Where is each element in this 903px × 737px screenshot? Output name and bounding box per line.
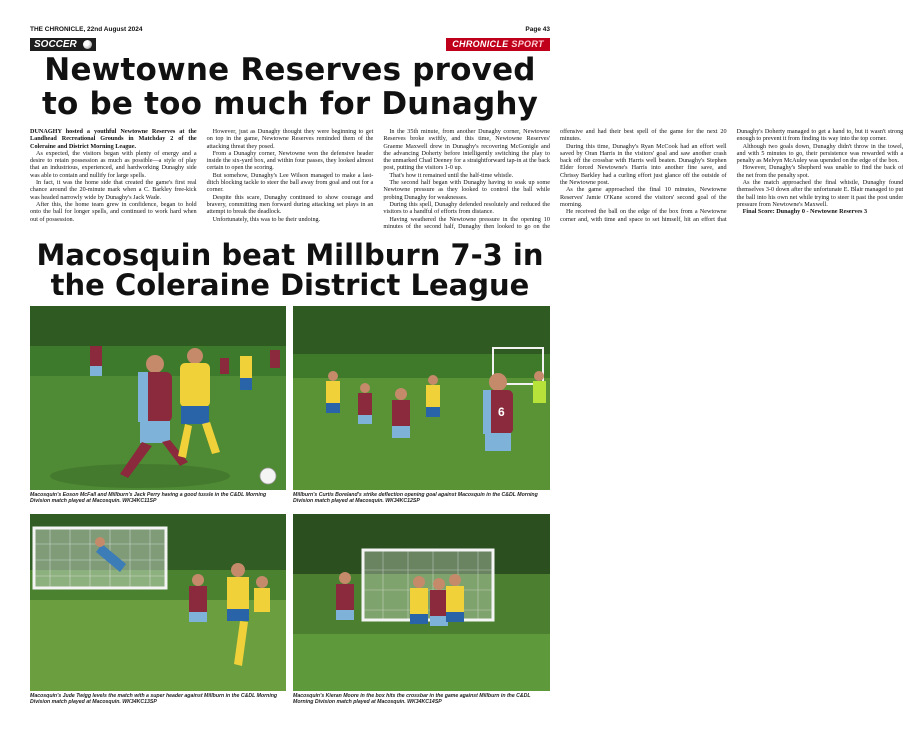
article-paragraph: From a Dunaghy corner, Newtowne won the defensive header inside the six-yard box, and within four passes, they looked almost certain to open the scoring. — [206, 149, 374, 172]
chronicle-label-text: CHRONICLE — [452, 39, 509, 49]
soccer-label-text: SOCCER — [34, 39, 77, 50]
article-paragraph: After this, the home team grew in confidence, began to hold onto the ball for longer spells, and continued to work hard when out of possession. — [30, 200, 197, 223]
match-photo-crossbar — [293, 514, 550, 691]
page-number: Page 43 — [525, 26, 550, 33]
article-paragraph: Although two goals down, Dunaghy didn't throw in the towel, and with 5 minutes to go, their persistence was rewarded with a penalty as Melvyn McAuley was upended on the edge of the box. — [736, 142, 903, 165]
main-headline: Newtowne Reserves proved to be too much for Dunaghy — [41, 52, 539, 122]
photo-caption: Macosquin's Eoson McFall and Millburn's Jack Perry having a good tussle in the C&DL Morning Division match played at Macosquin. WK34KC11SP — [30, 492, 267, 505]
second-headline: Macosquin beat Millburn 7-3 in the Coleraine District League — [36, 238, 544, 302]
article-paragraph: However, Dunaghy's Shepherd was unable to find the back of the net from the penalty spot. — [736, 164, 903, 179]
article-paragraph: As expected, the visitors began with plenty of energy and a desire to retain possession as much as possible—a style of play that an industrious, experienced, and hardworking Dunaghy side was able to contain and nullify for large spells. — [30, 149, 197, 179]
photo-caption: Millburn's Curtis Boreland's strike deflection opening goal against Macosquin in the C&DL Morning Division match played at Macosquin. WK34KC12SP — [293, 492, 538, 505]
article-paragraph: However, just as Dunaghy thought they were beginning to get on top in the game, Newtowne Reserves reminded them of the attacking threat they posed. — [206, 128, 374, 150]
article-paragraph: But somehow, Dunaghy's Lee Wilson managed to make a last-ditch blocking tackle to steer the ball away from goal and out for a corner. — [206, 171, 374, 194]
article-paragraph: That's how it remained until the half-time whistle. — [389, 171, 514, 179]
soccer-section-label — [30, 38, 96, 51]
shirt-number: 6 — [498, 405, 505, 419]
article-paragraph: As the match approached the final whistle, Dunaghy found themselves 3-0 down after the unfortunate E. Blair managed to put the ball into his own net while trying to steer it past the post under pressure from Newtowne's Maxwell. — [736, 179, 903, 208]
article-paragraph: In fact, it was the home side that created the game's first real chance around the 20-minute mark when a C. Barkley free-kick was headed narrowly wide by Dunaghy's Jack Wade. — [30, 179, 197, 201]
article-paragraph: Having weathered the Newtowne pressure in the opening 10 minutes of the second half, Dunaghy then looked to go on the offensive and had their best spell of the game for the next 20 minutes. — [383, 128, 727, 230]
match-photo-tussle — [30, 306, 286, 490]
match-photo-header — [30, 514, 286, 691]
article-paragraph: In the 35th minute, from another Dunaghy corner, Newtowne Reserves broke swiftly, and this time, Newtowne Reserves' Graeme Maxwell drew in Dunaghy's recovering McGonigle and the advancing Doherty before intelligently switching the play to the unmarked Chad Deeney for a straightforward tap-in at the back post, putting the visitors 1-0 up. — [383, 128, 550, 172]
photo-caption: Macosquin's Jude Twigg levels the match with a super header against Millburn in the C&DL Morning Division match played at Macosquin. WK34KC13SP — [30, 693, 278, 706]
article-paragraph: Unfortunately, this was to be their undoing. — [212, 215, 321, 223]
article-paragraph: Despite this scare, Dunaghy continued to show courage and bravery, committing men forward during attacking set plays in an attempt to break the deadlock. — [206, 193, 374, 216]
chronicle-sport-label — [446, 38, 550, 51]
sport-label-text: SPORT — [511, 39, 544, 49]
article-lead-text: DUNAGHY hosted a youthful Newtowne Reserves at the Landhead Recreational Grounds in Matchday 2 of the Coleraine and District Morning League. — [30, 128, 197, 150]
match-report-article — [30, 128, 903, 236]
publication-date: THE CHRONICLE, 22nd August 2024 — [30, 26, 143, 33]
article-paragraph: He received the ball on the edge of the box from a Newtowne corner and, with time and space to set himself, hit an effort that Dunaghy's Doherty managed to get a hand to, but it wasn't strong enough to prevent it from finding its way into the top corner. — [559, 128, 903, 223]
photo-caption: Macosquin's Kieran Moore in the box hits the crossbar in the game against Millburn in the C&DL Morning Division match played at Macosquin. WK34KC14SP — [293, 693, 531, 706]
article-paragraph: During this spell, Dunaghy defended resolutely and reduced the visitors to a handful of efforts from distance. — [383, 200, 550, 216]
football-icon — [83, 40, 92, 49]
page-header — [30, 26, 550, 36]
article-lead — [30, 128, 197, 150]
section-bar — [30, 38, 550, 51]
final-score: Final Score: Dunaghy 0 - Newtowne Reserves 3 — [742, 208, 868, 216]
match-photo-goal-deflection — [293, 306, 550, 490]
article-paragraph: As the game approached the final 10 minutes, Newtowne Reserves' Jamie O'Kane scored the visitors' second goal of the morning. — [559, 186, 727, 208]
article-paragraph: The second half began with Dunaghy having to soak up some Newtowne pressure as they looked to control the ball while probing Dunaghy for weaknesses. — [383, 179, 550, 201]
article-paragraph: During this time, Dunaghy's Ryan McCook had an effort well saved by Oran Harris in the visitors' goal and saw another crash back off the crossbar with Harris well beaten. Dunaghy's Stephen Elder forced Newtowne's Harris into another fine save, and Chrissy Barkley had a curling effort just glance off the outside of the Newtowne post. — [559, 142, 727, 187]
